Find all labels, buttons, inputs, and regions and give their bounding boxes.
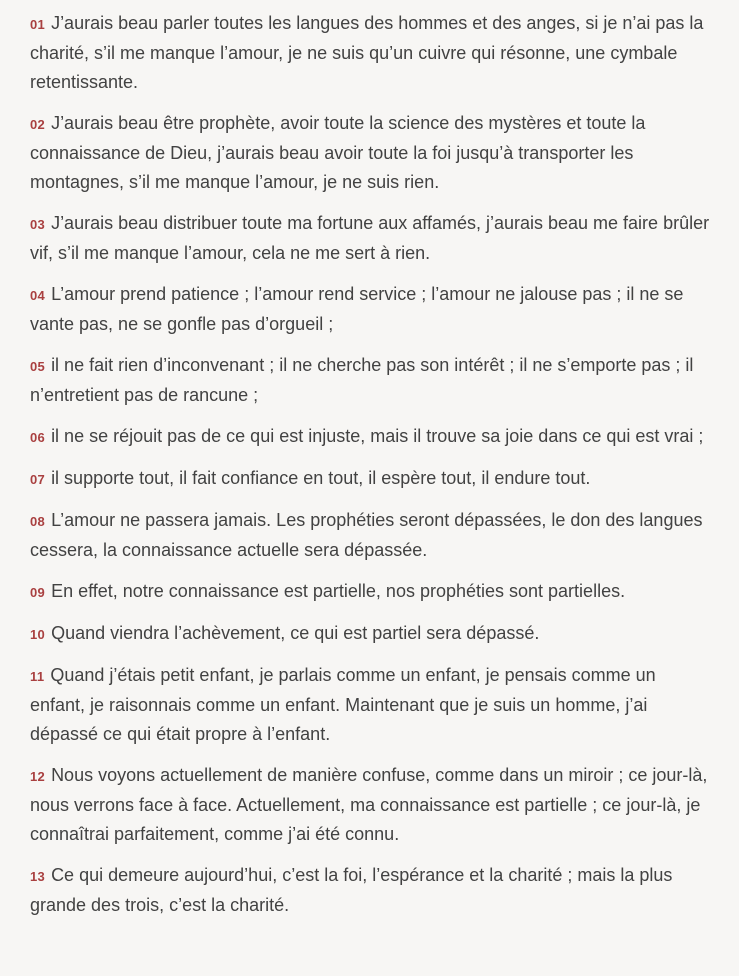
verse [30,661,714,749]
verse-text: L’amour prend patience ; l’amour rend service ; l’amour ne jalouse pas ; il ne se vante pas, ne se gonfle pas d’orgueil ; [30,284,684,334]
verse [30,861,714,920]
verse-number: 10 [30,627,46,642]
verse-text: il ne se réjouit pas de ce qui est injuste, mais il trouve sa joie dans ce qui est vrai ; [51,426,704,446]
verse-number: 09 [30,585,46,600]
verse-text: il ne fait rien d’inconvenant ; il ne cherche pas son intérêt ; il ne s’emporte pas ; il n’entretient pas de rancune ; [30,355,694,405]
verse-text: il supporte tout, il fait confiance en tout, il espère tout, il endure tout. [51,468,591,488]
verse-text: Ce qui demeure aujourd’hui, c’est la foi, l’espérance et la charité ; mais la plus grande des trois, c’est la charité. [30,865,673,915]
verse [30,577,714,607]
verse [30,9,714,97]
verse [30,422,714,452]
verse [30,761,714,849]
verse-number: 07 [30,472,46,487]
verse-number: 12 [30,769,46,784]
verse [30,209,714,268]
verse [30,506,714,565]
verse [30,109,714,197]
verse-number: 13 [30,869,46,884]
verse-text: Quand j’étais petit enfant, je parlais comme un enfant, je pensais comme un enfant, je raisonnais comme un enfant. Maintenant que je suis un homme, j’ai dépassé ce qui était propre à l’enfant. [30,665,656,744]
verse [30,619,714,649]
verse-text: En effet, notre connaissance est partielle, nos prophéties sont partielles. [51,581,626,601]
verse-text: Quand viendra l’achèvement, ce qui est partiel sera dépassé. [51,623,540,643]
verse-number: 05 [30,359,46,374]
verse-text: J’aurais beau être prophète, avoir toute la science des mystères et toute la connaissance de Dieu, j’aurais beau avoir toute la foi jusqu’à transporter les montagnes, s’il me manque l’amour, je ne suis rien. [30,113,646,192]
verse-text: L’amour ne passera jamais. Les prophéties seront dépassées, le don des langues cessera, la connaissance actuelle sera dépassée. [30,510,703,560]
verse-text: J’aurais beau distribuer toute ma fortune aux affamés, j’aurais beau me faire brûler vif, s’il me manque l’amour, cela ne me sert à rien. [30,213,710,263]
verse-number: 04 [30,288,46,303]
verse [30,464,714,494]
verse-text: J’aurais beau parler toutes les langues des hommes et des anges, si je n’ai pas la charité, s’il me manque l’amour, je ne suis qu’un cuivre qui résonne, une cymbale retentissante. [30,13,704,92]
verse-number: 01 [30,17,46,32]
verse [30,351,714,410]
verse-number: 08 [30,514,46,529]
verse-number: 03 [30,217,46,232]
verse-number: 06 [30,430,46,445]
verse-text: Nous voyons actuellement de manière confuse, comme dans un miroir ; ce jour-là, nous verrons face à face. Actuellement, ma connaissance est partielle ; ce jour-là, je connaîtrai parfaitement, comme j’ai été connu. [30,765,708,844]
verse-number: 02 [30,117,46,132]
verse [30,280,714,339]
verse-number: 11 [30,669,45,684]
